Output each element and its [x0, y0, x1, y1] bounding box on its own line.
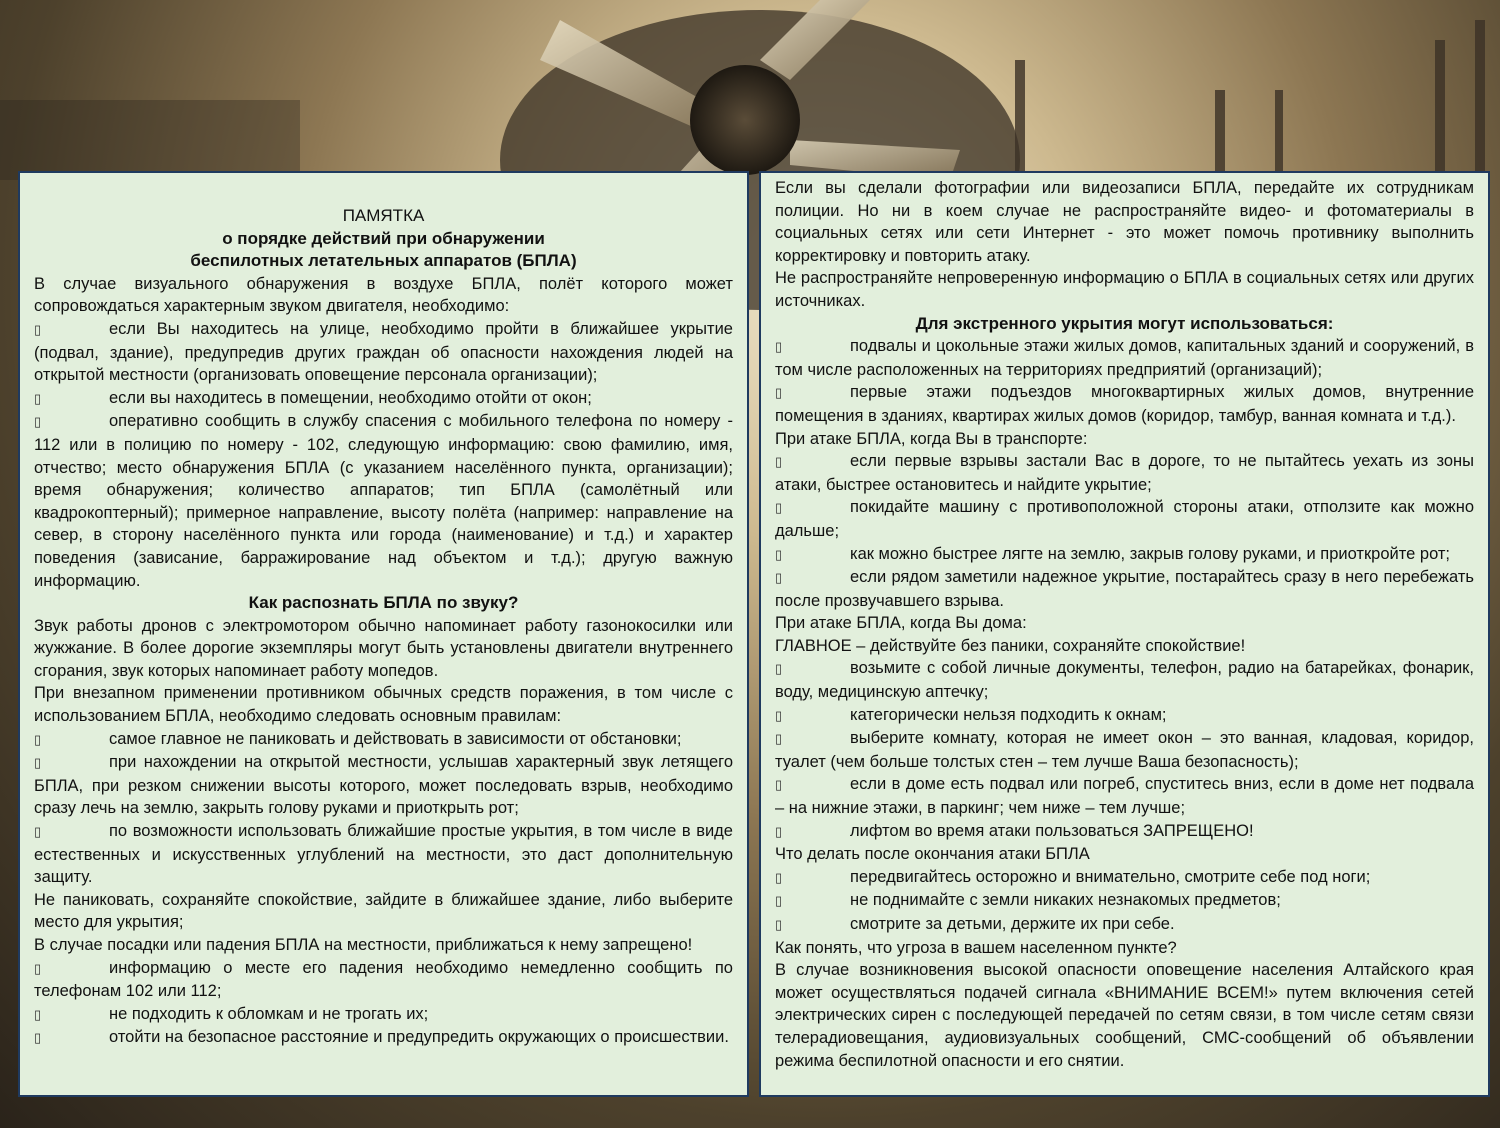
heading-sound: Как распознать БПЛА по звуку? [248, 593, 519, 613]
list-item: ▯ информацию о месте его падения необходимо немедленно сообщить по телефонам 102 или 112; [34, 958, 733, 1001]
list-item: ▯ лифтом во время атаки пользоваться ЗАПРЕЩЕНО! [775, 820, 1474, 844]
info-paragraph: Не распространяйте непроверенную информацию о БПЛА в социальных сетях или других источниках. [775, 269, 1474, 310]
left-memo-panel [18, 171, 749, 1097]
memo-subtitle-line-2: беспилотных летательных аппаратов (БПЛА) [190, 251, 577, 271]
list-item: ▯ выберите комнату, которая не имеет окон – это ванная, кладовая, коридор, туалет (чем больше толстых стен – тем лучше Ваша безопасность); [775, 729, 1474, 771]
bullet-icon: ▯ [775, 385, 783, 401]
bullet-icon: ▯ [775, 570, 783, 586]
memo-subtitle-line-1: о порядке действий при обнаружении [222, 228, 545, 248]
transport-intro: При атаке БПЛА, когда Вы в транспорте: [775, 429, 1088, 448]
landing-paragraph: В случае посадки или падения БПЛА на местности, приближаться к нему запрещено! [34, 936, 693, 954]
bullet-icon: ▯ [34, 321, 42, 337]
bullet-icon: ▯ [775, 731, 783, 747]
home-main-rule: ГЛАВНОЕ – действуйте без паники, сохраняйте спокойствие! [775, 636, 1246, 655]
bullet-icon: ▯ [34, 1006, 42, 1022]
list-item: ▯ покидайте машину с противоположной стороны атаки, отползите как можно дальше; [775, 498, 1474, 540]
bullet-icon: ▯ [34, 731, 42, 747]
list-item: ▯ возьмите с собой личные документы, телефон, радио на батарейках, фонарик, воду, медицинскую аптечку; [775, 659, 1474, 702]
after-attack-intro: Что делать после окончания атаки БПЛА [775, 845, 1090, 864]
bullet-icon: ▯ [34, 390, 42, 406]
rules-intro-paragraph: При внезапном применении противником обычных средств поражения, в том числе с использованием БПЛА, необходимо следовать основным правилам: [34, 684, 733, 726]
bullet-icon: ▯ [775, 500, 783, 516]
list-item: ▯ подвалы и цокольные этажи жилых домов, капитальных зданий и сооружений, в том числе расположенных на территориях предприятий (организаций); [775, 337, 1474, 379]
list-item: ▯ смотрите за детьми, держите их при себе. [775, 913, 1474, 937]
intro-paragraph: В случае визуального обнаружения в воздухе БПЛА, полёт которого может сопровождаться характерным звуком двигателя, необходимо: [34, 274, 733, 316]
list-item: ▯ при нахождении на открытой местности, услышав характерный звук летящего БПЛА, при резком снижении высоты которого, может последовать взрыв, необходимо сразу лечь на землю, закрыть голову руками и приоткрыть рот; [34, 753, 733, 818]
bullet-icon: ▯ [775, 661, 783, 677]
bullet-icon: ▯ [775, 869, 783, 885]
list-item: ▯ если в доме есть подвал или погреб, спуститесь вниз, если в доме нет подвала – на нижние этажи, в паркинг; чем ниже – тем лучше; [775, 775, 1474, 818]
list-item: ▯ оперативно сообщить в службу спасения с мобильного телефона по номеру - 112 или в полицию по номеру - 102, следующую информацию: свою фамилию, имя, отчество; место обнаружения БПЛА (с указанием населённого пункта, организации); время обнаружения; количество аппаратов; тип БПЛА (самолётный или квадрокоптерный); примерное направление, высоту полёта (например: направление на север, в сторону населённого пункта или города (наименование) и т.д.) и характер поведения (зависание, барражирование над объектом и т.д.); другую важную информацию. [34, 412, 733, 590]
list-item: ▯ самое главное не паниковать и действовать в зависимости от обстановки; [34, 728, 733, 752]
bullet-icon: ▯ [775, 917, 783, 932]
heading-shelter: Для экстренного укрытия могут использоваться: [915, 313, 1334, 333]
threat-paragraph: В случае возникновения высокой опасности оповещение населения Алтайского края может осуществляться подачей сигнала «ВНИМАНИЕ ВСЕМ!» путем включения сетей электрических сирен с последующей передачей по сетям связи, в том числе сетям связи телерадиовещания, аудиовизуальных сообщений, СМС-сообщений об объявлении режима беспилотной опасности и его снятии. [775, 961, 1474, 1070]
photo-paragraph: Если вы сделали фотографии или видеозаписи БПЛА, передайте их сотрудникам полиции. Но ни в коем случае не распространяйте видео- и фотоматериалы в социальных сетях или сети Интернет - это может помочь противнику выполнить корректировку и повторить атаку. [775, 179, 1474, 265]
list-item: ▯ первые этажи подъездов многоквартирных жилых домов, внутренние помещения в зданиях, квартирах жилых домов (коридор, тамбур, ванная комната и т.д.). [775, 383, 1474, 425]
list-item: ▯ категорически нельзя подходить к окнам; [775, 704, 1474, 728]
list-item: ▯ если Вы находитесь на улице, необходимо пройти в ближайшее укрытие (подвал, здание), предупредив других граждан об опасности нахождения людей на открытой местности (организовать оповещение персонала организации); [34, 319, 733, 385]
list-item: ▯ если вы находитесь в помещении, необходимо отойти от окон; [34, 387, 733, 411]
bullet-icon: ▯ [775, 454, 783, 470]
bullet-icon: ▯ [775, 546, 783, 562]
bullet-icon: ▯ [775, 823, 783, 839]
bullet-icon: ▯ [34, 755, 42, 771]
list-item: ▯ если рядом заметили надежное укрытие, постарайтесь сразу в него перебежать после прозвучавшего взрыва. [775, 568, 1474, 610]
bullet-icon: ▯ [34, 414, 42, 430]
home-intro: При атаке БПЛА, когда Вы дома: [775, 614, 1027, 633]
bullet-icon: ▯ [34, 824, 42, 840]
list-item: ▯ не подходить к обломкам и не трогать их; [34, 1003, 733, 1027]
calm-paragraph: Не паниковать, сохраняйте спокойствие, зайдите в ближайшее здание, либо выберите место для укрытия; [34, 890, 733, 932]
bullet-icon: ▯ [34, 1030, 42, 1046]
list-item: ▯ отойти на безопасное расстояние и предупредить окружающих о происшествии. [34, 1026, 733, 1050]
bullet-icon: ▯ [775, 893, 783, 909]
list-item: ▯ как можно быстрее лягте на землю, закрыв голову руками, и приоткройте рот; [775, 543, 1474, 567]
memo-title: ПАМЯТКА [342, 206, 425, 225]
right-memo-panel [759, 171, 1490, 1097]
bullet-icon: ▯ [775, 339, 783, 355]
list-item: ▯ не поднимайте с земли никаких незнакомых предметов; [775, 889, 1474, 913]
list-item: ▯ если первые взрывы застали Вас в дороге, то не пытайтесь уехать из зоны атаки, быстрее остановитесь и найдите укрытие; [775, 452, 1474, 494]
sound-paragraph: Звук работы дронов с электромотором обычно напоминает работу газонокосилки или жужжание. В более дорогие экземпляры могут быть установлены двигатели внутреннего сгорания, звук которых напоминает работу мопедов. [34, 616, 733, 680]
list-item: ▯ передвигайтесь осторожно и внимательно, смотрите себе под ноги; [775, 866, 1474, 890]
list-item: ▯ по возможности использовать ближайшие простые укрытия, в том числе в виде естественных и искусственных углублений на местности, это даст дополнительную защиту. [34, 822, 733, 887]
bullet-icon: ▯ [775, 707, 783, 723]
bullet-icon: ▯ [34, 960, 42, 976]
threat-question: Как понять, что угроза в вашем населенном пункте? [775, 938, 1177, 957]
bullet-icon: ▯ [775, 777, 783, 793]
